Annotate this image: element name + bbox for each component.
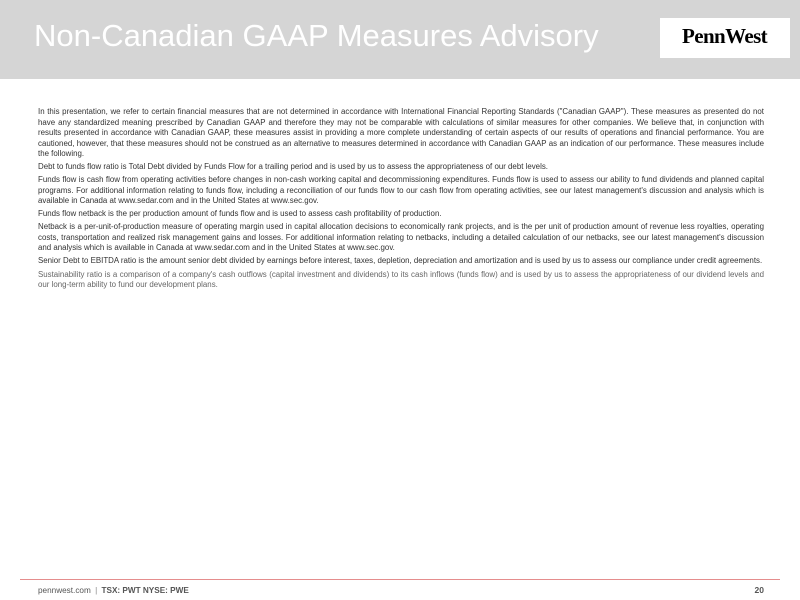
paragraph-netback: Netback is a per-unit-of-production measure of operating margin used in capital allocation decisions to economically rank projects, and is the per unit of production amount of revenue less royalties, operating costs, transportation and realized risk management gains and losses. For additional information relating to netbacks, including a detailed calculation of our netbacks, see our latest management's discussion and analysis which is available in Canada at www.sedar.com and in the United States at www.sec.gov. [38, 222, 764, 253]
paragraph-intro: In this presentation, we refer to certain financial measures that are not determined in accordance with International Financial Reporting Standards ("Canadian GAAP"). These measures as presented do not have any standardized meaning prescribed by Canadian GAAP and therefore they may not be comparable with calculations of similar measures for other companies. We believe that, in conjunction with results presented in accordance with Canadian GAAP, these measures assist in providing a more complete understanding of certain aspects of our results of operations and financial performance. You are cautioned, however, that these measures should not be construed as an alternative to measures determined in accordance with Canadian GAAP as an indication of our performance. These measures include the following. [38, 107, 764, 158]
footer-divider [20, 579, 780, 580]
paragraph-funds-flow: Funds flow is cash flow from operating activities before changes in non-cash working capital and decommissioning expenditures. Funds flow is used to assess our ability to fund dividends and planned capital programs. For additional information relating to funds flow, including a reconciliation of our funds flow to our cash flow from operating activities, see our latest management's discussion and analysis which is available in Canada at www.sedar.com and in the United States at www.sec.gov. [38, 175, 764, 206]
page-number: 20 [754, 585, 764, 595]
pennwest-logo: PennWest [682, 24, 768, 48]
advisory-body [38, 107, 764, 293]
footer-separator: | [95, 586, 98, 595]
paragraph-funds-flow-netback: Funds flow netback is the per production amount of funds flow and is used to assess cash profitability of production. [38, 209, 442, 219]
footer-website: pennwest.com [38, 586, 91, 595]
paragraph-senior-debt-ebitda: Senior Debt to EBITDA ratio is the amount senior debt divided by earnings before interest, taxes, depletion, depreciation and amortization and is used by us to assess our compliance under credit agreements. [38, 256, 763, 266]
paragraph-sustainability-ratio: Sustainability ratio is a comparison of a company's cash outflows (capital investment and dividends) to its cash inflows (funds flow) and is used by us to assess the appropriateness of our dividend levels and our long-term ability to fund our development plans. [38, 269, 764, 290]
page-title: Non-Canadian GAAP Measures Advisory [34, 18, 599, 53]
footer-info [38, 586, 189, 595]
footer-ticker: TSX: PWT NYSE: PWE [101, 586, 189, 595]
paragraph-debt-to-funds-flow: Debt to funds flow ratio is Total Debt divided by Funds Flow for a trailing period and is used by us to assess the appropriateness of our debt levels. [38, 162, 548, 172]
